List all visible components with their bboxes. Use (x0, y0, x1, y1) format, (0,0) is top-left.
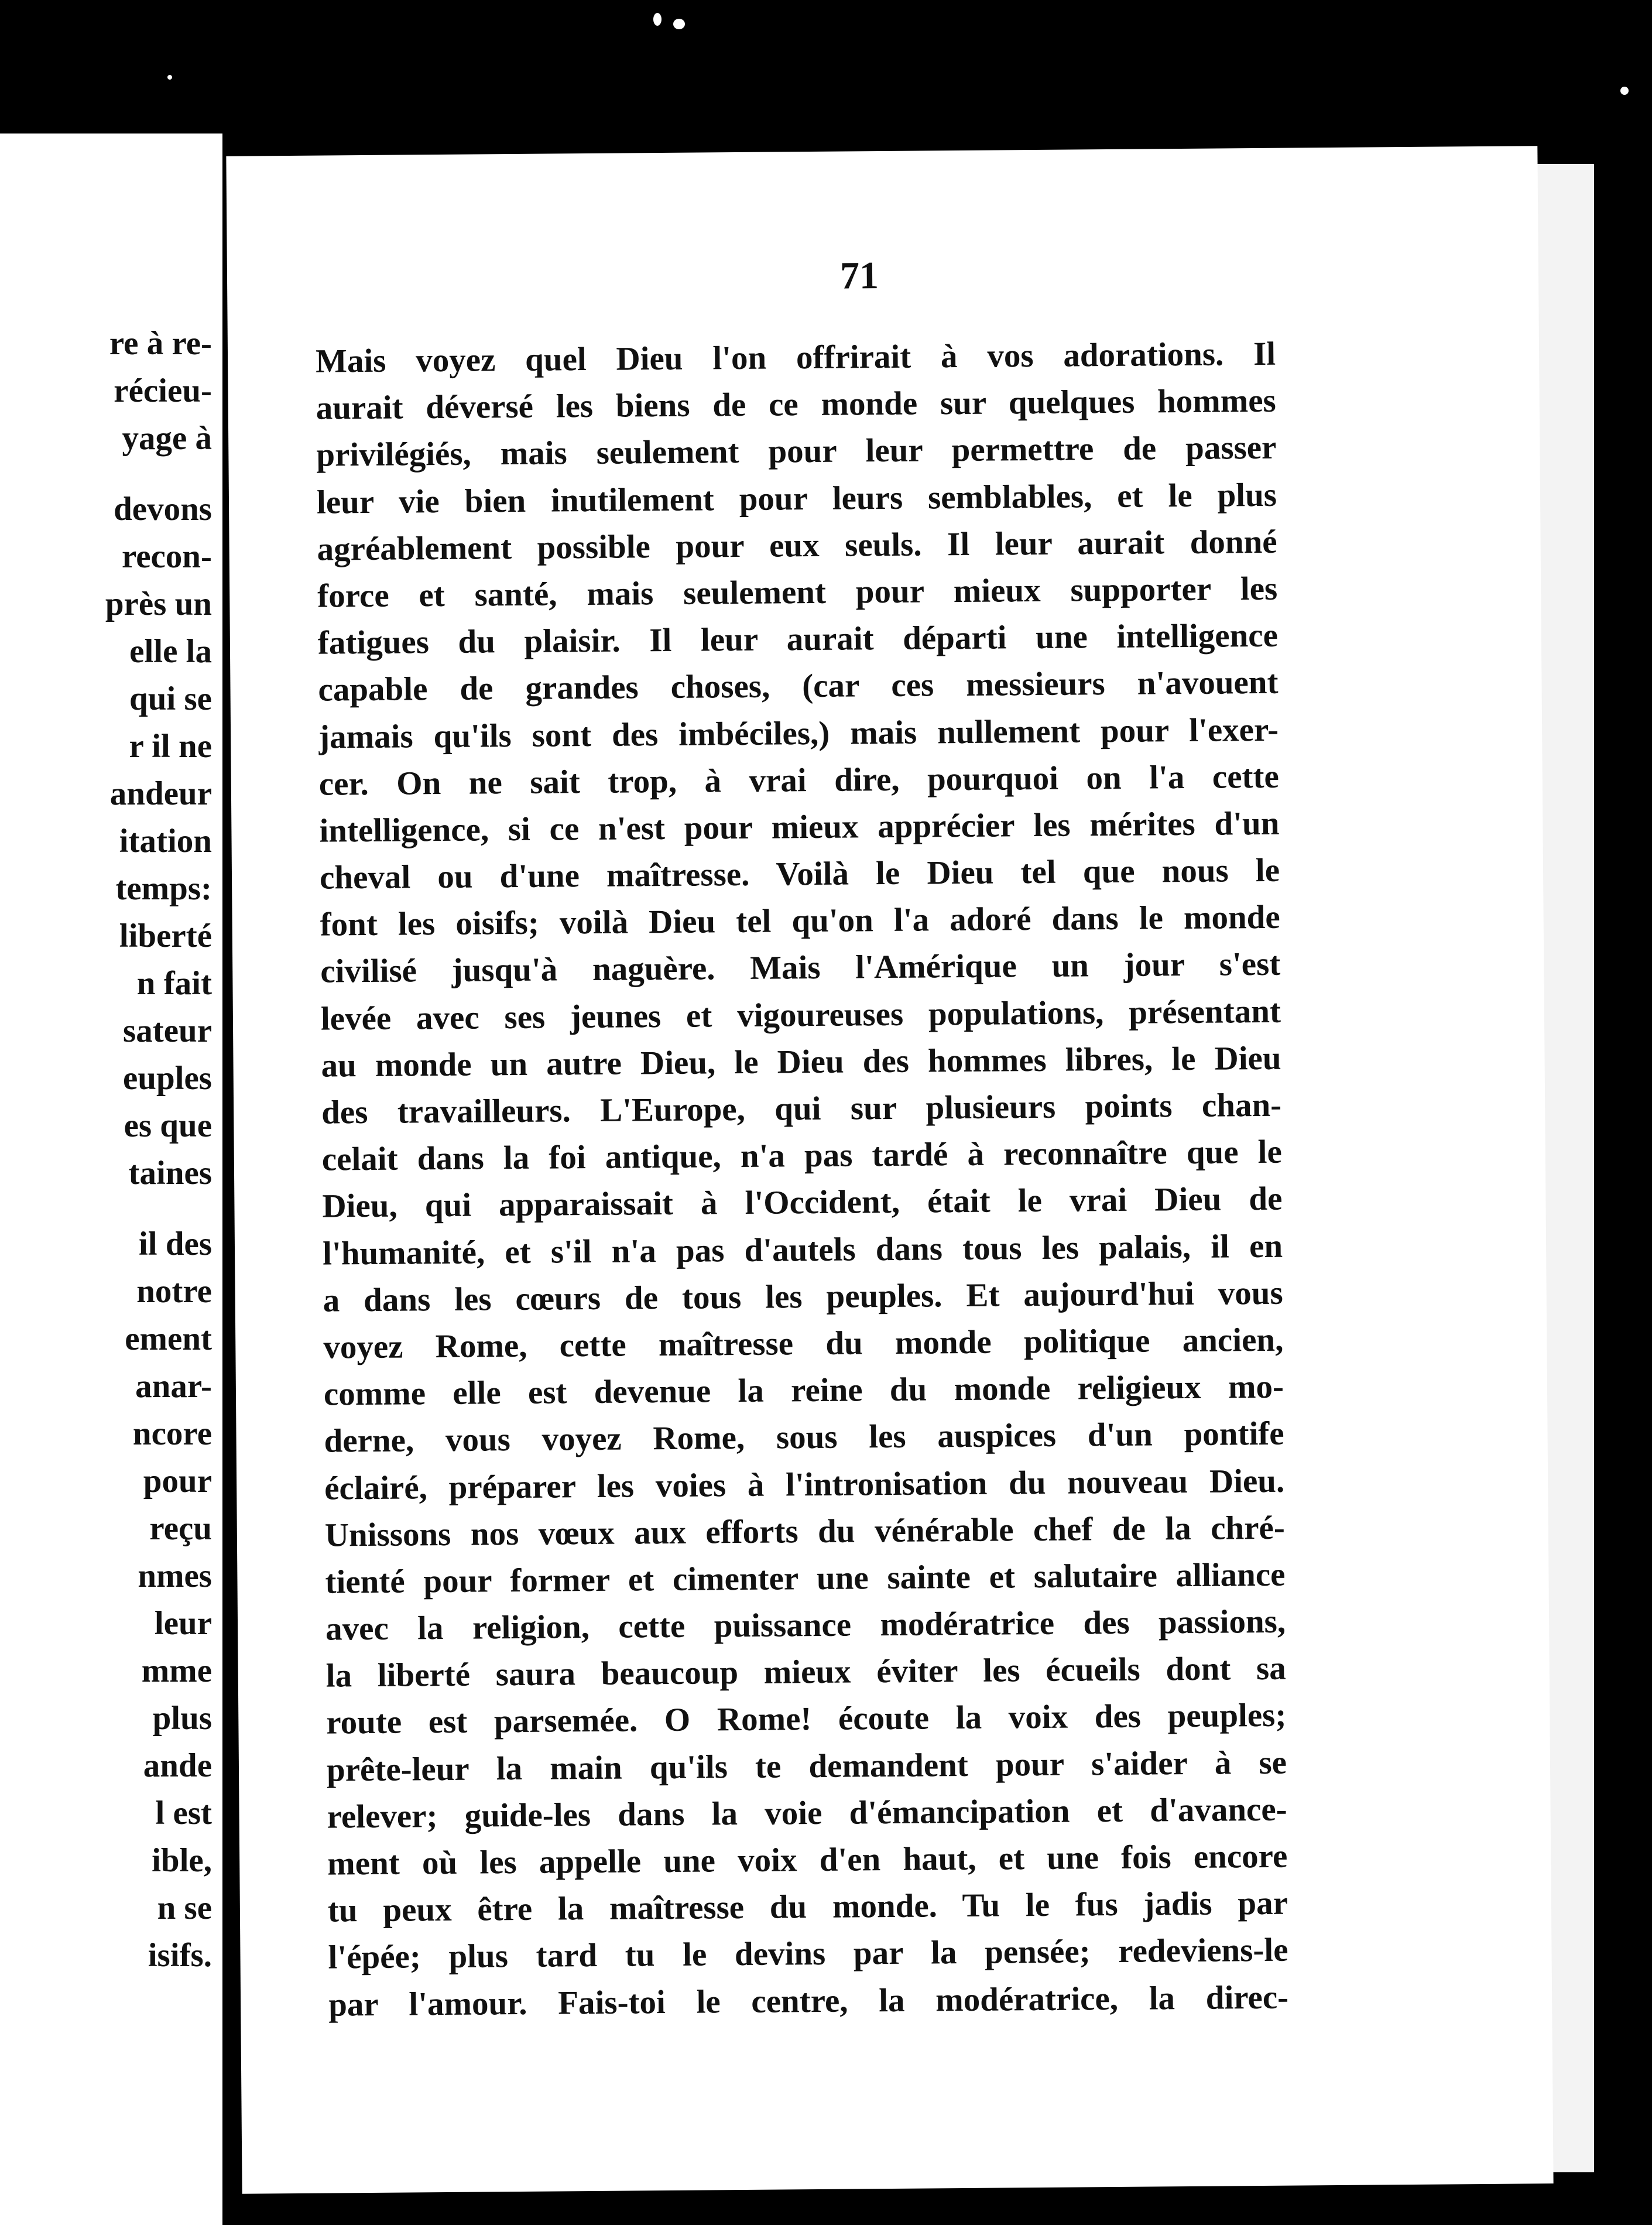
text-line: force et santé, mais seulement pour mieux supporter les (317, 570, 1278, 615)
previous-page-line: sateur (123, 1012, 212, 1049)
text-line: relever; guide-les dans la voie d'émancipation et d'avance- (327, 1791, 1287, 1836)
text-line: levée avec ses jeunes et vigoureuses populations, présentant (320, 992, 1281, 1038)
scan-speck (653, 13, 662, 26)
previous-page-line: es que (124, 1107, 212, 1144)
text-line: comme elle est devenue la reine du monde religieux mo- (323, 1368, 1284, 1413)
previous-page-line: re à re- (109, 325, 212, 362)
previous-page-line: ande (143, 1747, 212, 1784)
previous-page-line: devons (114, 491, 212, 528)
scan-speck (167, 75, 172, 80)
text-line: l'épée; plus tard tu le devins par la pensée; redeviens-le (328, 1932, 1288, 1976)
text-line: agréablement possible pour eux seuls. Il leur aurait donné (317, 523, 1277, 568)
text-line: ment où les appelle une voix d'en haut, et une fois encore (327, 1837, 1288, 1882)
book-page (226, 146, 1553, 2193)
previous-page-line: n fait (136, 965, 212, 1002)
previous-page-line: r il ne (129, 728, 212, 765)
previous-page-line: yage à (122, 420, 212, 457)
previous-page-line: notre (136, 1273, 212, 1310)
text-line: Dieu, qui apparaissait à l'Occident, était le vrai Dieu de (322, 1180, 1283, 1225)
previous-page-line: anar- (135, 1368, 212, 1405)
page-body-text (316, 331, 1289, 2029)
text-line: aurait déversé les biens de ce monde sur quelques hommes (316, 382, 1276, 427)
text-line: des travailleurs. L'Europe, qui sur plusieurs points chan- (321, 1086, 1282, 1131)
previous-page-line: andeur (109, 775, 212, 812)
text-line: Mais voyez quel Dieu l'on offrirait à vos adorations. Il (315, 335, 1276, 380)
previous-page-line: ncore (132, 1415, 212, 1452)
text-line: cer. On ne sait trop, à vrai dire, pourquoi on l'a cette (318, 758, 1279, 803)
scan-speck (1620, 87, 1629, 95)
text-line: font les oisifs; voilà Dieu tel qu'on l'a adoré dans le monde (320, 899, 1280, 943)
text-line: prête-leur la main qu'ils te demandent pour s'aider à se (326, 1744, 1287, 1789)
text-line: derne, vous voyez Rome, sous les auspices d'un pontife (324, 1415, 1284, 1460)
text-line: intelligence, si ce n'est pour mieux apprécier les mérites d'un (319, 805, 1280, 850)
text-line: capable de grandes choses, (car ces messieurs n'avouent (318, 664, 1279, 708)
previous-page-line: ement (125, 1320, 212, 1357)
text-line: au monde un autre Dieu, le Dieu des hommes libres, le Dieu (321, 1039, 1281, 1084)
previous-page-line: qui se (129, 680, 212, 717)
previous-page-line: ible, (152, 1842, 212, 1879)
text-line: jamais qu'ils sont des imbéciles,) mais nullement pour l'exer- (318, 711, 1279, 756)
text-line: celait dans la foi antique, n'a pas tardé à reconnaître que le (321, 1133, 1283, 1178)
text-line: privilégiés, mais seulement pour leur permettre de passer (316, 429, 1277, 474)
text-line: fatigues du plaisir. Il leur aurait départi une intelligence (317, 617, 1279, 662)
scan-speck (673, 19, 685, 29)
paragraph-gap (1, 1197, 212, 1220)
previous-page-line: euples (122, 1060, 212, 1097)
text-line: la liberté saura beaucoup mieux éviter les écueils dont sa (325, 1649, 1286, 1695)
previous-page-line: récieu- (114, 372, 212, 409)
text-line: tu peux être la maîtresse du monde. Tu le fus jadis par (327, 1884, 1288, 1929)
previous-page-line: isifs. (148, 1937, 212, 1974)
text-line: cheval ou d'une maîtresse. Voilà le Dieu tel que nous le (319, 851, 1280, 896)
text-line: Unissons nos vœux aux efforts du vénérable chef de la chré- (324, 1509, 1286, 1554)
text-line: avec la religion, cette puissance modératrice des passions, (325, 1603, 1286, 1648)
previous-page-line: mme (141, 1652, 212, 1689)
previous-page-line: recon- (121, 538, 212, 575)
previous-page-line: taines (128, 1155, 212, 1192)
page-number: 71 (839, 254, 879, 297)
previous-page-line: l est (155, 1795, 212, 1832)
previous-page-line: il des (138, 1226, 212, 1262)
previous-page-line: itation (119, 823, 212, 860)
previous-page-line: liberté (119, 918, 212, 954)
previous-page-line: temps: (115, 870, 212, 907)
text-line: éclairé, préparer les voies à l'intronisation du nouveau Dieu. (324, 1462, 1285, 1507)
text-line: voyez Rome, cette maîtresse du monde politique ancien, (323, 1321, 1284, 1366)
text-line: civilisé jusqu'à naguère. Mais l'Amérique un jour s'est (320, 946, 1281, 991)
previous-page-line: pour (143, 1463, 212, 1500)
previous-page-line: nmes (138, 1558, 212, 1594)
text-line: tienté pour former et cimenter une sainte et salutaire alliance (325, 1556, 1286, 1601)
text-line: par l'amour. Fais-toi le centre, la modératrice, la direc- (328, 1978, 1289, 2024)
previous-page-text (1, 320, 212, 1979)
previous-page-line: elle la (129, 633, 212, 670)
previous-page-line: reçu (149, 1510, 212, 1547)
text-line: a dans les cœurs de tous les peuples. Et aujourd'hui vous (323, 1274, 1283, 1319)
text-line: route est parsemée. O Rome! écoute la voix des peuples; (326, 1697, 1287, 1742)
previous-page-line: plus (152, 1700, 212, 1737)
previous-page-line: leur (154, 1605, 212, 1642)
previous-page-line: n se (157, 1889, 212, 1926)
text-line: l'humanité, et s'il n'a pas d'autels dans tous les palais, il en (322, 1227, 1283, 1272)
previous-page-fragment (0, 134, 222, 2225)
paragraph-gap (1, 462, 212, 485)
text-line: leur vie bien inutilement pour leurs semblables, et le plus (316, 476, 1277, 521)
previous-page-line: près un (105, 586, 212, 622)
